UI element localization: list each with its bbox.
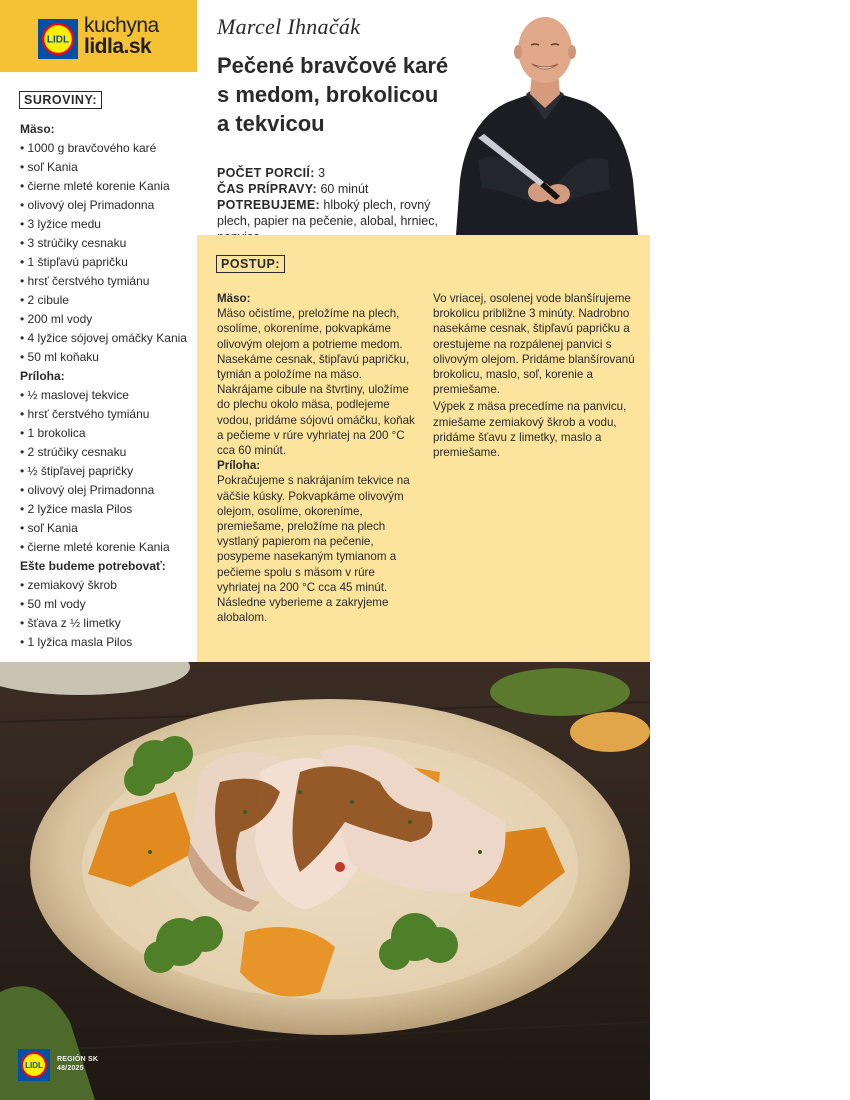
method-column-2 [433,291,638,460]
method-paragraph: Vo vriacej, osolenej vode blanšírujeme brokolicu približne 3 minúty. Nadrobno nasekáme cesnak, štipľavú papričku a orestujeme na rozpálenej panvici s olivovým olejom. Pridáme blanšírovanú brokolicu, maslo, soľ, korenie a premiešame. [433,292,635,397]
ingredient-item: • 3 lyžice medu [20,215,195,234]
ingredient-item: • 4 lyžice sójovej omáčky Kania [20,329,195,348]
ingredient-item: • 1 lyžica masla Pilos [20,633,195,652]
method-column-1 [217,291,417,625]
footer-lidl-logo-icon [18,1049,50,1081]
recipe-title [217,51,467,138]
svg-text:LIDL: LIDL [46,34,70,46]
footer-region: REGIÓN SK [57,1056,99,1063]
prep-time-value: 60 minút [316,182,369,196]
ingredient-item: • šťava z ½ limetky [20,614,195,633]
ingredient-item: • soľ Kania [20,158,195,177]
ingredients-list [20,120,195,652]
ingredient-item: • 1 brokolica [20,424,195,443]
footer-issue: 48/2025 [57,1065,84,1072]
ingredient-item: • ½ maslovej tekvice [20,386,195,405]
recipe-title-line: Pečené bravčové karé [217,53,449,78]
method-paragraph: Mäso očistíme, preložíme na plech, osolíme, okoreníme, pokvapkáme olivovým olejom a potrieme medom. Nasekáme cesnak, štipľavú papričku, tymián a položíme na mäso. Nakrájame cibule na štvrtiny, uložíme do plechu okolo mäsa, podlejeme vodou, pridáme sójovú omáčku, koňak a pečieme v rúre vyhriatej na 200 °C cca 60 minút. [217,307,415,458]
method-heading: POSTUP: [216,255,285,273]
ingredients-panel [0,72,197,662]
servings-label: POČET PORCIÍ: [217,166,315,180]
brand-name-line2: lidla.sk [84,35,152,58]
ingredient-item: • zemiakový škrob [20,576,195,595]
servings-value: 3 [314,166,326,180]
svg-text:LIDL: LIDL [25,1061,43,1070]
lidl-logo-icon [38,19,78,59]
recipe-title-line: s medom, brokolicou [217,82,439,107]
ingredient-item: • 1000 g bravčového karé [20,139,195,158]
ingredient-item: • hrsť čerstvého tymiánu [20,272,195,291]
ingredient-item: • 2 lyžice masla Pilos [20,500,195,519]
prep-time-row [217,181,467,197]
ingredient-item: • 50 ml vody [20,595,195,614]
method-paragraph: Pokračujeme s nakrájaním tekvice na väčšie kúsky. Pokvapkáme olivovým olejom, osolíme, okoreníme, premiešame, preložíme na plech vystlaný papierom na pečenie, posypeme nasekaným tymianom a pečieme spolu s mäsom v rúre vyhriatej na 200 °C cca 45 minút. Následne vyberieme a zakryjeme alobalom. [217,474,410,625]
ingredient-group-heading: Mäso: [20,122,55,136]
ingredient-item: • 50 ml koňaku [20,348,195,367]
prep-time-label: ČAS PRÍPRAVY: [217,182,317,196]
ingredient-group-heading: Ešte budeme potrebovať: [20,559,166,573]
method-subheading-side: Príloha: [217,459,261,473]
author-name: Marcel Ihnačák [217,14,361,39]
ingredient-item: • hrsť čerstvého tymiánu [20,405,195,424]
recipe-meta [217,165,467,245]
recipe-title-line: a tekvicou [217,111,325,136]
dish-photo [0,662,650,1100]
ingredient-item: • 200 ml vody [20,310,195,329]
ingredient-group-heading: Príloha: [20,369,65,383]
ingredient-item: • 2 cibule [20,291,195,310]
ingredient-item: • olivový olej Primadonna [20,481,195,500]
ingredient-item: • čierne mleté korenie Kania [20,538,195,557]
equipment-label: POTREBUJEME: [217,198,320,212]
brand-header [0,0,197,72]
ingredient-item: • ½ štipľavej papričky [20,462,195,481]
equipment-value: hlboký plech, rovný plech, papier na pečenie, alobal, hrniec, [217,198,438,228]
ingredient-item: • čierne mleté korenie Kania [20,177,195,196]
ingredient-item: • 3 strúčiky cesnaku [20,234,195,253]
ingredient-item: • olivový olej Primadonna [20,196,195,215]
servings-row [217,165,467,181]
method-paragraph: Výpek z mäsa precedíme na panvicu, zmiešame zemiakový škrob a vodu, pridáme šťavu z limetky, maslo a premiešame. [433,400,627,460]
dish-photo-illustration [0,662,650,1100]
ingredient-item: • 2 strúčiky cesnaku [20,443,195,462]
ingredient-item: • 1 štipľavú papričku [20,253,195,272]
footer-issue-info [57,1055,98,1073]
ingredient-item: • soľ Kania [20,519,195,538]
method-panel [197,235,650,662]
method-subheading-meat: Mäso: [217,292,251,305]
ingredients-heading: SUROVINY: [19,91,102,109]
chef-photo [448,10,643,235]
brand-name-line1: kuchyna [84,14,159,37]
